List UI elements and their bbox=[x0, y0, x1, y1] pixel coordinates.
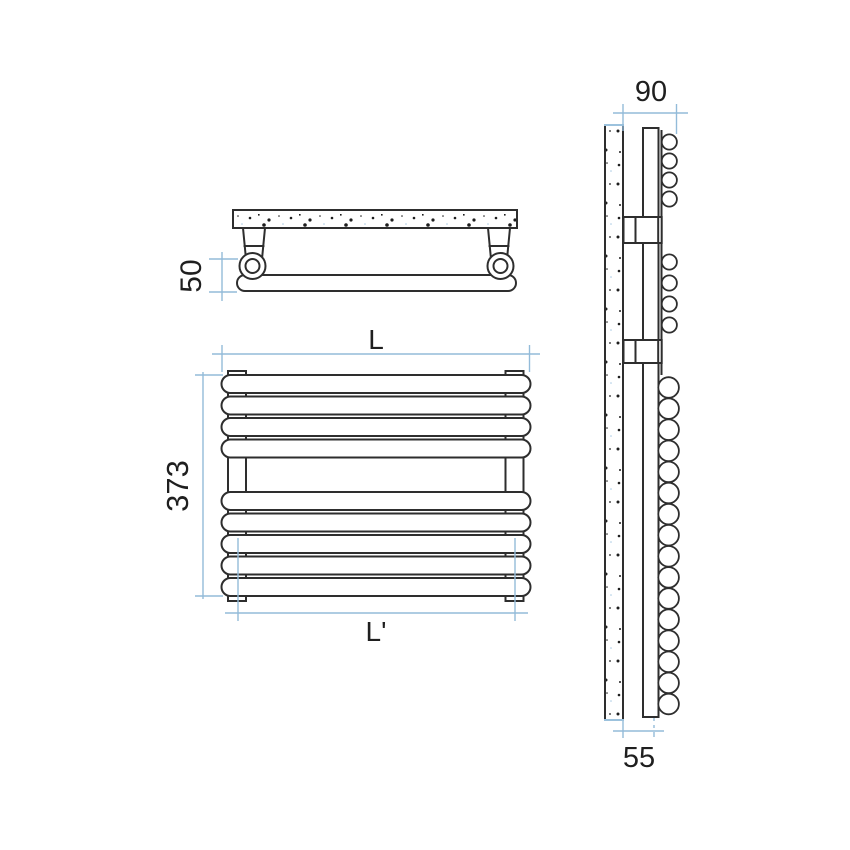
side-tube-ends-group1 bbox=[662, 134, 677, 206]
dim-label-373: 373 bbox=[160, 460, 195, 512]
plan-view bbox=[175, 210, 517, 301]
front-view bbox=[160, 324, 540, 647]
radiator-bar bbox=[222, 578, 531, 596]
dim-label-90: 90 bbox=[634, 76, 668, 108]
plan-right-tube-section bbox=[488, 253, 514, 279]
radiator-bar bbox=[222, 514, 531, 532]
radiator-bar bbox=[222, 535, 531, 553]
dim-label-55: 55 bbox=[622, 742, 656, 774]
dim-label-50: 50 bbox=[175, 259, 208, 293]
dim-label-L: L bbox=[368, 324, 384, 355]
radiator-bar bbox=[222, 492, 531, 510]
plan-dimension-50 bbox=[175, 252, 238, 301]
radiator-bar bbox=[222, 397, 531, 415]
radiator-bar bbox=[222, 375, 531, 393]
radiator-bar bbox=[222, 440, 531, 458]
plan-wall-section bbox=[233, 210, 517, 228]
dim-label-L-prime: L' bbox=[365, 616, 387, 647]
side-bracket-lower bbox=[624, 340, 662, 363]
side-dimension-55 bbox=[613, 721, 664, 774]
plan-rail-bar bbox=[237, 275, 516, 291]
radiator-bar bbox=[222, 418, 531, 436]
side-bracket-upper bbox=[624, 217, 662, 243]
plan-left-tube-section bbox=[240, 253, 266, 279]
side-wall-section bbox=[604, 125, 624, 720]
side-tube-ends-group3 bbox=[658, 377, 679, 714]
side-view bbox=[604, 76, 688, 774]
radiator-bar bbox=[222, 557, 531, 575]
side-tube-ends-group2 bbox=[662, 254, 677, 332]
front-dimension-width bbox=[212, 324, 540, 372]
side-dimension-90 bbox=[613, 76, 688, 134]
front-dimension-height bbox=[160, 372, 223, 599]
